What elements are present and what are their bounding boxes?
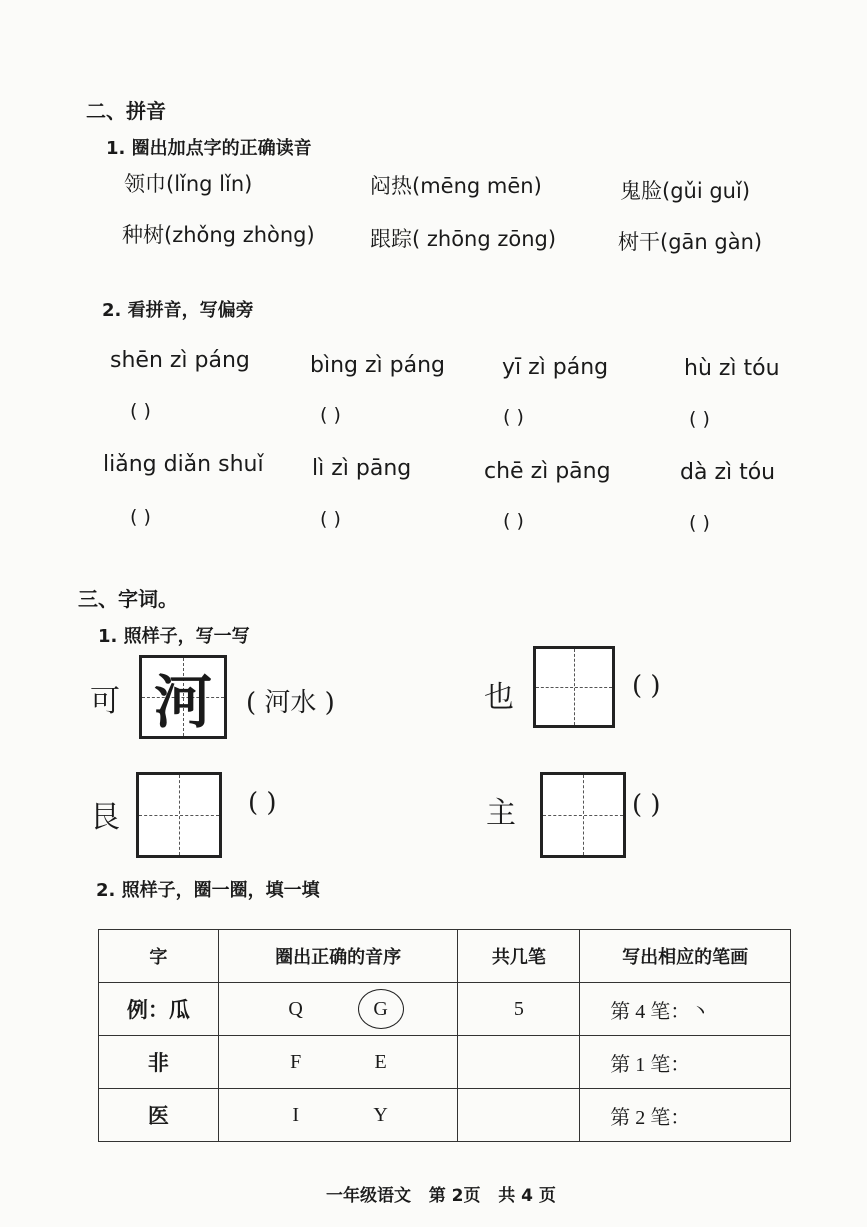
base-character: 可 [90, 684, 120, 719]
word: 树干 [618, 230, 660, 254]
letter-option[interactable]: F [290, 1050, 302, 1073]
question-title: 2. 照样子，圈一圈，填一填 [96, 880, 320, 901]
pinyin-choice-item [122, 219, 315, 249]
word: 闷热 [370, 174, 412, 198]
letter-options [218, 1036, 458, 1089]
answer-blank[interactable]: ( ) [632, 790, 661, 820]
question-title: 2. 看拼音，写偏旁 [102, 300, 254, 321]
pinyin-choice-item [370, 223, 556, 253]
pinyin-options: (mēng mēn) [412, 174, 542, 198]
writing-grid[interactable] [540, 772, 626, 858]
letter-option: Q [288, 998, 303, 1020]
circled-letter-option: G [358, 989, 404, 1029]
answer-blank[interactable]: ( ) [503, 510, 524, 532]
row-character: 医 [99, 1089, 219, 1142]
section-heading-pinyin: 二、拼音 [86, 99, 166, 123]
table-row [99, 1089, 791, 1142]
column-header: 写出相应的笔画 [580, 930, 791, 983]
column-header: 圈出正确的音序 [218, 930, 458, 983]
pinyin-options: ( zhōng zōng) [412, 227, 557, 251]
pinyin-options: (gǔi guǐ) [662, 179, 751, 203]
pinyin-prompt: yī zì páng [502, 355, 609, 380]
answer-blank[interactable]: ( ) [632, 671, 661, 701]
base-character: 也 [484, 680, 514, 715]
letter-options [218, 1089, 458, 1142]
letter-option[interactable]: E [374, 1050, 387, 1073]
pinyin-choice-item [620, 175, 750, 205]
pinyin-choice-item [124, 168, 252, 198]
row-character: 例：瓜 [99, 983, 219, 1036]
letter-option[interactable]: Y [373, 1103, 388, 1126]
answer-blank[interactable]: ( ) [130, 506, 151, 528]
word: 跟踪 [370, 227, 412, 251]
answer-blank[interactable]: ( ) [689, 408, 710, 430]
section-heading-words: 三、字词。 [78, 587, 178, 611]
question-title: 1. 照样子，写一写 [98, 626, 250, 647]
page-footer: 一年级语文 第 2页 共 4 页 [326, 1186, 556, 1206]
pinyin-choice-item [618, 226, 762, 256]
pinyin-prompt: dà zì tóu [680, 460, 776, 485]
answer-blank[interactable]: ( ) [320, 508, 341, 530]
stroke-prompt[interactable]: 第 2 笔： [580, 1089, 791, 1142]
stroke-prompt[interactable]: 第 1 笔： [580, 1036, 791, 1089]
pinyin-prompt: liǎng diǎn shuǐ [103, 452, 264, 477]
word: 领巾 [124, 172, 166, 196]
answer-blank[interactable]: ( ) [689, 512, 710, 534]
stroke-prompt: 第 4 笔：丶 [580, 983, 791, 1036]
pinyin-prompt: bìng zì páng [310, 353, 445, 378]
pinyin-prompt: chē zì pāng [484, 459, 611, 484]
example-word: ( 河水 ) [246, 688, 335, 718]
answer-blank[interactable]: ( ) [320, 404, 341, 426]
pinyin-options: (lǐng lǐn) [166, 172, 253, 196]
table-header-row [99, 930, 791, 983]
pinyin-prompt: shēn zì páng [110, 348, 250, 373]
table-row [99, 1036, 791, 1089]
table-row [99, 983, 791, 1036]
stroke-count: 5 [458, 983, 580, 1036]
column-header: 字 [99, 930, 219, 983]
answer-blank[interactable]: ( ) [248, 788, 277, 818]
stroke-count-input[interactable] [458, 1089, 580, 1142]
pinyin-options: (gān gàn) [660, 230, 763, 254]
word: 鬼脸 [620, 179, 662, 203]
pinyin-prompt: hù zì tóu [684, 356, 780, 381]
answer-blank[interactable]: ( ) [503, 406, 524, 428]
pinyin-options: (zhǒng zhòng) [164, 223, 315, 247]
column-header: 共几笔 [458, 930, 580, 983]
writing-grid[interactable] [136, 772, 222, 858]
writing-grid[interactable] [533, 646, 615, 728]
stroke-count-input[interactable] [458, 1036, 580, 1089]
row-character: 非 [99, 1036, 219, 1089]
base-character: 主 [486, 796, 516, 831]
example-character: 河 [153, 668, 212, 736]
base-character: 艮 [90, 800, 120, 835]
writing-grid-example [139, 655, 227, 739]
pinyin-choice-item [370, 170, 542, 200]
letter-options [218, 983, 458, 1036]
answer-blank[interactable]: ( ) [130, 400, 151, 422]
pinyin-prompt: lì zì pāng [312, 456, 412, 481]
letter-option[interactable]: I [292, 1103, 299, 1126]
stroke-table [98, 929, 791, 1142]
question-title: 1. 圈出加点字的正确读音 [106, 138, 312, 159]
word: 种树 [122, 223, 164, 247]
